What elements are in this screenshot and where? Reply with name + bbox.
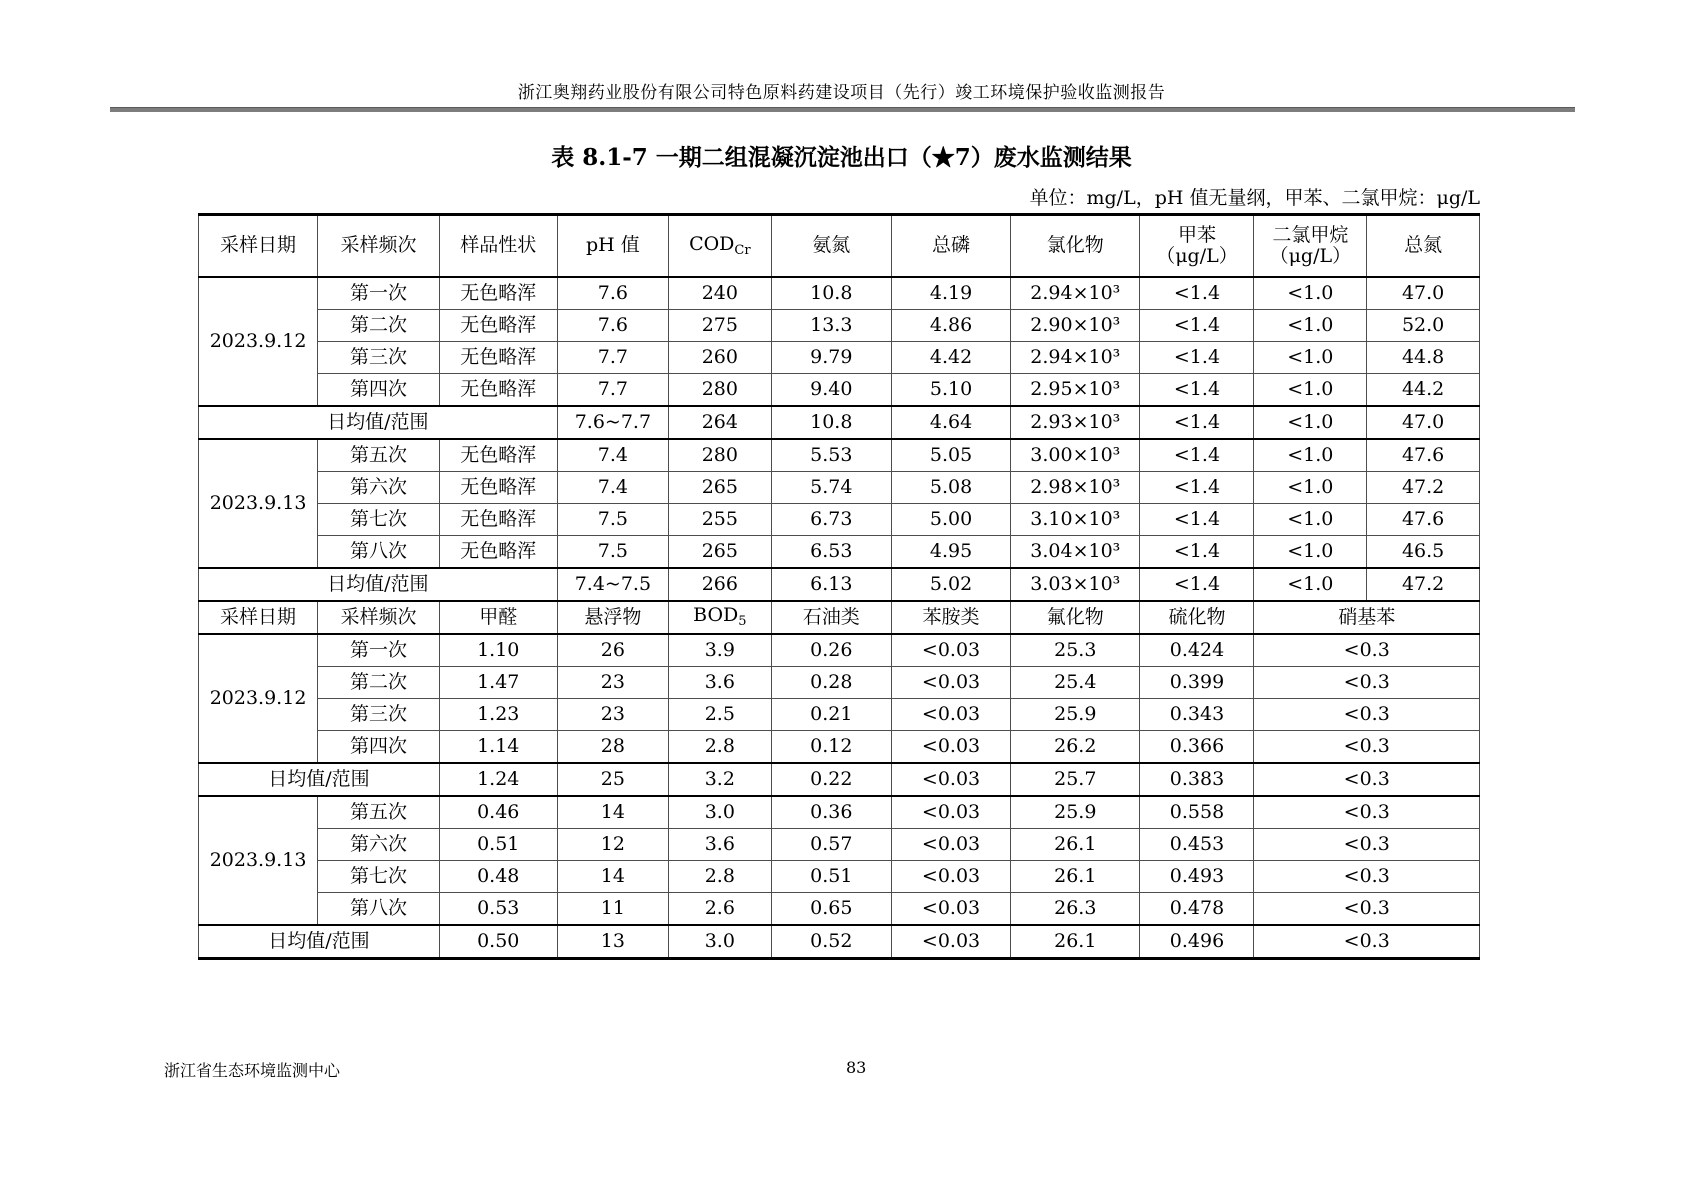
column-header-aniline: 苯胺类 — [891, 601, 1010, 634]
cell: <0.03 — [891, 893, 1010, 926]
cell: <1.0 — [1254, 374, 1367, 407]
cell: 7.4~7.5 — [557, 568, 668, 601]
cell: 12 — [557, 829, 668, 861]
cell: 13 — [557, 925, 668, 959]
table-row — [199, 342, 1480, 374]
unit-note: 单位：mg/L，pH 值无量纲，甲苯、二氯甲烷：μg/L — [1029, 187, 1480, 209]
cell: 0.496 — [1140, 925, 1254, 959]
cell: 无色略浑 — [439, 504, 557, 536]
cell: 0.28 — [771, 667, 891, 699]
footer-page-number: 83 — [846, 1058, 867, 1077]
table-row — [199, 861, 1480, 893]
cell: 9.79 — [771, 342, 891, 374]
column-header-frequency: 采样频次 — [318, 601, 440, 634]
cell: 52.0 — [1367, 310, 1480, 342]
cell: 2.94×10³ — [1011, 277, 1140, 310]
cell: 47.6 — [1367, 439, 1480, 472]
cell: 7.7 — [557, 342, 668, 374]
cell: 0.52 — [771, 925, 891, 959]
cell: 0.26 — [771, 634, 891, 667]
cell: 266 — [669, 568, 771, 601]
cell: <0.03 — [891, 861, 1010, 893]
cell: 0.53 — [439, 893, 557, 926]
cell: 0.46 — [439, 796, 557, 829]
cell: 10.8 — [771, 406, 891, 439]
cell: 5.10 — [891, 374, 1010, 407]
cell: 5.05 — [891, 439, 1010, 472]
cell: <0.03 — [891, 763, 1010, 796]
avg-label-cell: 日均值/范围 — [199, 763, 440, 796]
cell: <1.4 — [1140, 310, 1254, 342]
cell: <1.0 — [1254, 310, 1367, 342]
cell: 0.558 — [1140, 796, 1254, 829]
cell: <0.3 — [1254, 699, 1480, 731]
cell: <0.03 — [891, 667, 1010, 699]
cell: 无色略浑 — [439, 310, 557, 342]
cell: 4.42 — [891, 342, 1010, 374]
cell: 4.95 — [891, 536, 1010, 569]
cell: <0.3 — [1254, 861, 1480, 893]
cell: 无色略浑 — [439, 374, 557, 407]
column-header-bod: $BOD_5$ — [669, 601, 771, 634]
date-cell: 2023.9.13 — [199, 439, 318, 568]
daily-average-row — [199, 763, 1480, 796]
cell: 无色略浑 — [439, 472, 557, 504]
table-row — [199, 731, 1480, 764]
cell: 0.453 — [1140, 829, 1254, 861]
cell: 0.48 — [439, 861, 557, 893]
cell: 0.51 — [439, 829, 557, 861]
cell: <0.3 — [1254, 829, 1480, 861]
cell: <1.0 — [1254, 472, 1367, 504]
cell: 第一次 — [318, 634, 440, 667]
cell: 0.51 — [771, 861, 891, 893]
cell: 第五次 — [318, 796, 440, 829]
cell: 0.366 — [1140, 731, 1254, 764]
cell: 47.0 — [1367, 406, 1480, 439]
column-header-sulfide: 硫化物 — [1140, 601, 1254, 634]
cell: <1.0 — [1254, 342, 1367, 374]
cell: 13.3 — [771, 310, 891, 342]
table-row — [199, 634, 1480, 667]
cell: 7.5 — [557, 504, 668, 536]
cell: <0.3 — [1254, 763, 1480, 796]
cell: 第六次 — [318, 472, 440, 504]
cell: 5.53 — [771, 439, 891, 472]
cell: <0.3 — [1254, 634, 1480, 667]
cell: <0.3 — [1254, 667, 1480, 699]
cell: 26.1 — [1011, 861, 1140, 893]
table-header-row-2 — [199, 601, 1480, 634]
cell: 9.40 — [771, 374, 891, 407]
cell: 4.86 — [891, 310, 1010, 342]
cell: 7.6 — [557, 277, 668, 310]
cell: 2.8 — [669, 861, 771, 893]
cell: 7.7 — [557, 374, 668, 407]
cell: <1.0 — [1254, 568, 1367, 601]
cell: 0.424 — [1140, 634, 1254, 667]
cell: 14 — [557, 796, 668, 829]
daily-average-row — [199, 568, 1480, 601]
cell: <0.3 — [1254, 796, 1480, 829]
cell: 6.73 — [771, 504, 891, 536]
daily-average-row — [199, 925, 1480, 959]
cell: 1.14 — [439, 731, 557, 764]
cell: 第二次 — [318, 310, 440, 342]
cell: 第七次 — [318, 861, 440, 893]
cell: 第四次 — [318, 731, 440, 764]
cell: 28 — [557, 731, 668, 764]
cell: 25.7 — [1011, 763, 1140, 796]
cell: 第四次 — [318, 374, 440, 407]
cell: 无色略浑 — [439, 536, 557, 569]
cell: 275 — [669, 310, 771, 342]
cell: 4.64 — [891, 406, 1010, 439]
table-row — [199, 277, 1480, 310]
cell: 25.4 — [1011, 667, 1140, 699]
page-title: 表 8.1-7 一期二组混凝沉淀池出口（★7）废水监测结果 — [551, 144, 1132, 171]
footer-organization: 浙江省生态环境监测中心 — [164, 1061, 341, 1080]
date-cell: 2023.9.13 — [199, 796, 318, 925]
daily-average-row — [199, 406, 1480, 439]
cell: 5.00 — [891, 504, 1010, 536]
cell: 23 — [557, 667, 668, 699]
cell: 3.9 — [669, 634, 771, 667]
column-header-toluene: 甲苯 （μg/L） — [1140, 215, 1254, 278]
cell: 44.2 — [1367, 374, 1480, 407]
cell: 2.98×10³ — [1011, 472, 1140, 504]
cell: 6.13 — [771, 568, 891, 601]
cell: 260 — [669, 342, 771, 374]
avg-label-cell: 日均值/范围 — [199, 406, 558, 439]
cell: <0.3 — [1254, 731, 1480, 764]
column-header-ph: pH 值 — [557, 215, 668, 278]
table-row — [199, 310, 1480, 342]
column-header-nitrobenzene: 硝基苯 — [1254, 601, 1480, 634]
table-row — [199, 699, 1480, 731]
cell: 14 — [557, 861, 668, 893]
column-header-date: 采样日期 — [199, 215, 318, 278]
cell: 26.2 — [1011, 731, 1140, 764]
cell: <1.0 — [1254, 277, 1367, 310]
cell: 0.478 — [1140, 893, 1254, 926]
cell: 2.93×10³ — [1011, 406, 1140, 439]
cell: 5.08 — [891, 472, 1010, 504]
cell: 2.94×10³ — [1011, 342, 1140, 374]
cell: 无色略浑 — [439, 277, 557, 310]
cell: 47.2 — [1367, 568, 1480, 601]
cell: 5.74 — [771, 472, 891, 504]
cell: <1.4 — [1140, 568, 1254, 601]
avg-label-cell: 日均值/范围 — [199, 568, 558, 601]
cell: <1.4 — [1140, 536, 1254, 569]
table-row — [199, 667, 1480, 699]
cell: <1.4 — [1140, 342, 1254, 374]
cell: 280 — [669, 374, 771, 407]
cell: 26 — [557, 634, 668, 667]
cell: <1.4 — [1140, 406, 1254, 439]
cell: 第六次 — [318, 829, 440, 861]
cell: <0.3 — [1254, 925, 1480, 959]
cell: 第七次 — [318, 504, 440, 536]
cell: 10.8 — [771, 277, 891, 310]
cell: 1.10 — [439, 634, 557, 667]
cell: <1.0 — [1254, 536, 1367, 569]
cell: <0.03 — [891, 796, 1010, 829]
column-header-appearance: 样品性状 — [439, 215, 557, 278]
cell: 3.2 — [669, 763, 771, 796]
cell: <0.03 — [891, 634, 1010, 667]
cell: 2.95×10³ — [1011, 374, 1140, 407]
table-row — [199, 536, 1480, 569]
cell: <0.03 — [891, 699, 1010, 731]
cell: 3.10×10³ — [1011, 504, 1140, 536]
cell: 3.6 — [669, 829, 771, 861]
column-header-date: 采样日期 — [199, 601, 318, 634]
cell: 265 — [669, 472, 771, 504]
cell: 第二次 — [318, 667, 440, 699]
cell: 25.3 — [1011, 634, 1140, 667]
column-header-cod: $COD_{Cr}$ — [669, 215, 771, 278]
cell: 47.6 — [1367, 504, 1480, 536]
cell: 7.6~7.7 — [557, 406, 668, 439]
cell: 1.47 — [439, 667, 557, 699]
cell: <1.4 — [1140, 374, 1254, 407]
cell: 3.0 — [669, 796, 771, 829]
cell: 264 — [669, 406, 771, 439]
cell: 0.343 — [1140, 699, 1254, 731]
cell: 7.6 — [557, 310, 668, 342]
cell: 第三次 — [318, 699, 440, 731]
avg-label-cell: 日均值/范围 — [199, 925, 440, 959]
cell: 2.6 — [669, 893, 771, 926]
cell: 47.0 — [1367, 277, 1480, 310]
cell: 0.383 — [1140, 763, 1254, 796]
table-row — [199, 374, 1480, 407]
header-rule — [110, 107, 1575, 112]
monitoring-table — [198, 213, 1480, 960]
cell: 3.03×10³ — [1011, 568, 1140, 601]
cell: 26.3 — [1011, 893, 1140, 926]
column-header-dichloromethane: 二氯甲烷 （μg/L） — [1254, 215, 1367, 278]
cell: 2.90×10³ — [1011, 310, 1140, 342]
cell: 0.57 — [771, 829, 891, 861]
cell: 240 — [669, 277, 771, 310]
cell: 第八次 — [318, 536, 440, 569]
table-row — [199, 472, 1480, 504]
cell: 3.0 — [669, 925, 771, 959]
cell: <1.4 — [1140, 472, 1254, 504]
cell: 无色略浑 — [439, 342, 557, 374]
column-header-frequency: 采样频次 — [318, 215, 440, 278]
cell: <1.4 — [1140, 504, 1254, 536]
cell: <1.4 — [1140, 439, 1254, 472]
cell: 5.02 — [891, 568, 1010, 601]
column-header-suspended-solids: 悬浮物 — [557, 601, 668, 634]
cell: 25.9 — [1011, 699, 1140, 731]
cell: 26.1 — [1011, 829, 1140, 861]
cell: 第一次 — [318, 277, 440, 310]
cell: 7.4 — [557, 439, 668, 472]
cell: 255 — [669, 504, 771, 536]
date-cell: 2023.9.12 — [199, 277, 318, 406]
cell: 1.24 — [439, 763, 557, 796]
cell: 280 — [669, 439, 771, 472]
cell: 第五次 — [318, 439, 440, 472]
cell: 3.04×10³ — [1011, 536, 1140, 569]
column-header-fluoride: 氟化物 — [1011, 601, 1140, 634]
cell: <0.03 — [891, 731, 1010, 764]
cell: 0.50 — [439, 925, 557, 959]
cell: <1.4 — [1140, 277, 1254, 310]
cell: 11 — [557, 893, 668, 926]
cell: 第八次 — [318, 893, 440, 926]
date-cell: 2023.9.12 — [199, 634, 318, 763]
cell: 第三次 — [318, 342, 440, 374]
table-row — [199, 796, 1480, 829]
column-header-chloride: 氯化物 — [1011, 215, 1140, 278]
cell: 265 — [669, 536, 771, 569]
cell: 23 — [557, 699, 668, 731]
cell: <0.3 — [1254, 893, 1480, 926]
cell: 25 — [557, 763, 668, 796]
cell: 0.22 — [771, 763, 891, 796]
table-row — [199, 893, 1480, 926]
cell: 47.2 — [1367, 472, 1480, 504]
cell: <1.0 — [1254, 406, 1367, 439]
cell: 0.21 — [771, 699, 891, 731]
column-header-ammonia: 氨氮 — [771, 215, 891, 278]
cell: 7.5 — [557, 536, 668, 569]
cell: 1.23 — [439, 699, 557, 731]
cell: 26.1 — [1011, 925, 1140, 959]
cell: 4.19 — [891, 277, 1010, 310]
table-header-row-1 — [199, 215, 1480, 278]
cell: 7.4 — [557, 472, 668, 504]
table-row — [199, 439, 1480, 472]
cell: 44.8 — [1367, 342, 1480, 374]
column-header-formaldehyde: 甲醛 — [439, 601, 557, 634]
cell: <0.03 — [891, 925, 1010, 959]
cell: 0.399 — [1140, 667, 1254, 699]
column-header-total-nitrogen: 总氮 — [1367, 215, 1480, 278]
table-row — [199, 504, 1480, 536]
cell: 0.36 — [771, 796, 891, 829]
column-header-total-phosphorus: 总磷 — [891, 215, 1010, 278]
cell: <1.0 — [1254, 504, 1367, 536]
cell: 2.8 — [669, 731, 771, 764]
cell: 3.6 — [669, 667, 771, 699]
cell: 2.5 — [669, 699, 771, 731]
document-header-text: 浙江奥翔药业股份有限公司特色原料药建设项目（先行）竣工环境保护验收监测报告 — [517, 83, 1166, 103]
cell: <0.03 — [891, 829, 1010, 861]
cell: 25.9 — [1011, 796, 1140, 829]
table-row — [199, 829, 1480, 861]
cell: 无色略浑 — [439, 439, 557, 472]
column-header-petroleum: 石油类 — [771, 601, 891, 634]
cell: 0.493 — [1140, 861, 1254, 893]
cell: 0.65 — [771, 893, 891, 926]
cell: 46.5 — [1367, 536, 1480, 569]
cell: 6.53 — [771, 536, 891, 569]
cell: 3.00×10³ — [1011, 439, 1140, 472]
cell: 0.12 — [771, 731, 891, 764]
cell: <1.0 — [1254, 439, 1367, 472]
